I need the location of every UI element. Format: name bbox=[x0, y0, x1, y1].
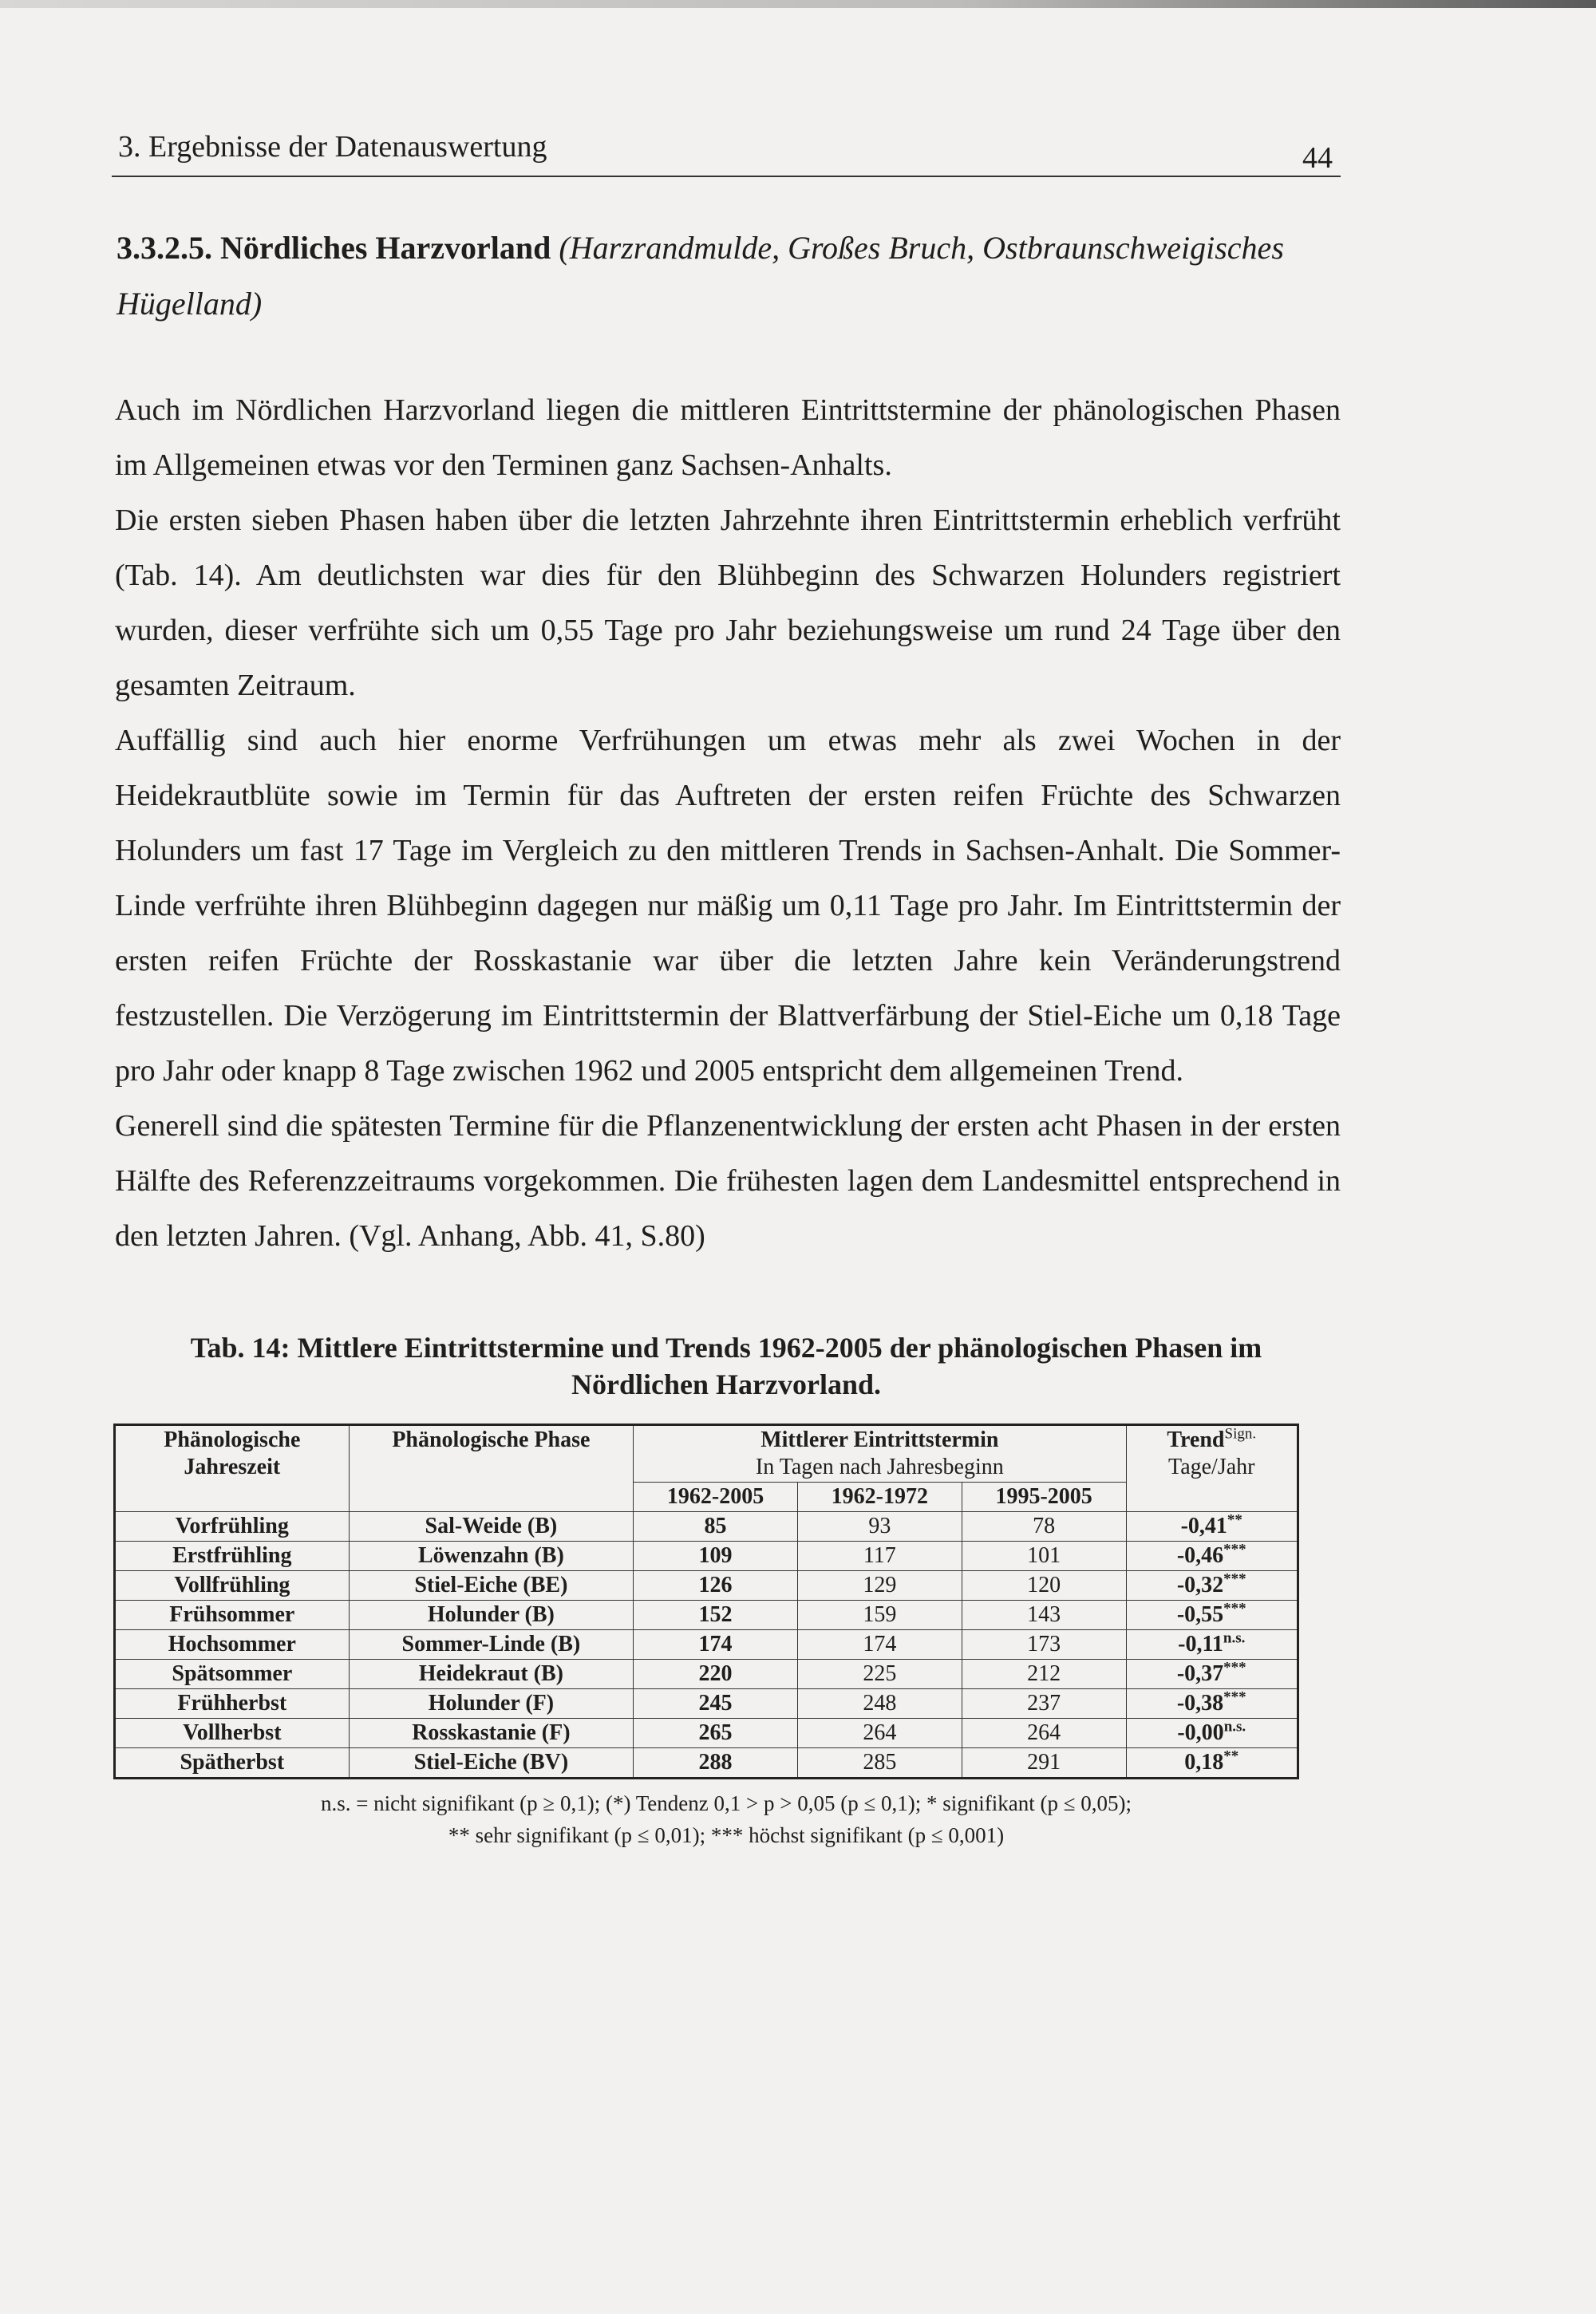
table-note: n.s. = nicht signifikant (p ≥ 0,1); (*) Tendenz 0,1 > p > 0,05 (p ≤ 0,1); * signifikant (p ≤ 0,05); bbox=[320, 1791, 1132, 1815]
cell-phase: Sommer-Linde (B) bbox=[349, 1630, 634, 1660]
page-number: 44 bbox=[1302, 141, 1333, 175]
cell-mean-1962-1972: 117 bbox=[797, 1542, 962, 1571]
table-row bbox=[115, 1748, 1298, 1779]
trend-significance: *** bbox=[1223, 1688, 1246, 1706]
table-row bbox=[115, 1571, 1298, 1601]
trend-significance: ** bbox=[1223, 1747, 1239, 1765]
cell-mean-1995-2005: 101 bbox=[962, 1542, 1126, 1571]
cell-mean-1962-2005: 109 bbox=[634, 1542, 798, 1571]
cell-mean-1962-1972: 225 bbox=[797, 1660, 962, 1689]
header-period-3: 1995-2005 bbox=[962, 1483, 1126, 1512]
table-row bbox=[115, 1689, 1298, 1719]
phenology-table bbox=[113, 1424, 1299, 1779]
cell-season: Frühherbst bbox=[115, 1689, 350, 1719]
cell-mean-1962-2005: 245 bbox=[634, 1689, 798, 1719]
section-heading bbox=[112, 220, 1341, 332]
header-mean-subtitle: In Tagen nach Jahresbeginn bbox=[755, 1455, 1004, 1479]
table-row bbox=[115, 1660, 1298, 1689]
scan-edge bbox=[0, 0, 1596, 8]
table-notes bbox=[112, 1787, 1341, 1851]
cell-phase: Holunder (F) bbox=[349, 1689, 634, 1719]
paragraph: Auch im Nördlichen Harzvorland liegen die mittleren Eintrittstermine der phänologischen Phasen im Allgemeinen etwas vor den Terminen ganz Sachsen-Anhalts. bbox=[115, 393, 1341, 482]
table-row bbox=[115, 1601, 1298, 1630]
cell-season: Spätsommer bbox=[115, 1660, 350, 1689]
cell-phase: Stiel-Eiche (BE) bbox=[349, 1571, 634, 1601]
cell-mean-1962-1972: 174 bbox=[797, 1630, 962, 1660]
trend-value: -0,55 bbox=[1176, 1602, 1224, 1627]
cell-mean-1995-2005: 120 bbox=[962, 1571, 1126, 1601]
trend-value: 0,18 bbox=[1184, 1750, 1224, 1775]
cell-trend bbox=[1126, 1542, 1298, 1571]
cell-mean-1962-2005: 152 bbox=[634, 1601, 798, 1630]
cell-mean-1995-2005: 78 bbox=[962, 1512, 1126, 1542]
trend-significance: *** bbox=[1223, 1659, 1246, 1676]
trend-significance: *** bbox=[1223, 1600, 1246, 1617]
cell-trend bbox=[1126, 1601, 1298, 1630]
cell-phase: Holunder (B) bbox=[349, 1601, 634, 1630]
table-row bbox=[115, 1542, 1298, 1571]
cell-trend bbox=[1126, 1512, 1298, 1542]
cell-mean-1995-2005: 173 bbox=[962, 1630, 1126, 1660]
trend-value: -0,41 bbox=[1180, 1514, 1227, 1538]
cell-trend bbox=[1126, 1630, 1298, 1660]
table-note: ** sehr signifikant (p ≤ 0,01); *** höchst signifikant (p ≤ 0,001) bbox=[448, 1823, 1005, 1847]
trend-value: -0,38 bbox=[1176, 1691, 1224, 1716]
trend-significance: n.s. bbox=[1223, 1718, 1246, 1736]
cell-trend bbox=[1126, 1719, 1298, 1748]
table-row bbox=[115, 1630, 1298, 1660]
cell-mean-1962-1972: 129 bbox=[797, 1571, 962, 1601]
trend-value: -0,37 bbox=[1176, 1661, 1224, 1686]
cell-mean-1962-2005: 85 bbox=[634, 1512, 798, 1542]
section-subtitle: (Harzrandmulde, Großes Bruch, Ostbraunschweigisches Hügelland) bbox=[117, 230, 1284, 322]
cell-mean-1995-2005: 264 bbox=[962, 1719, 1126, 1748]
paragraph: Auffällig sind auch hier enorme Verfrühungen um etwas mehr als zwei Wochen in der Heidekrautblüte sowie im Termin für das Auftreten der ersten reifen Früchte des Schwarzen Holunders um fast 17 Tage im Vergleich zu den mittleren Trends in Sachsen-Anhalt. Die Sommer-Linde verfrühte ihren Blühbeginn dagegen nur mäßig um 0,11 Tage pro Jahr. Im Eintrittstermin der ersten reifen Früchte der Rosskastanie war über die letzten Jahre kein Veränderungstrend festzustellen. Die Verzögerung im Eintrittstermin der Blattverfärbung der Stiel-Eiche um 0,18 Tage pro Jahr oder knapp 8 Tage zwischen 1962 und 2005 entspricht dem allgemeinen Trend. bbox=[115, 724, 1341, 1088]
header-mean-title: Mittlerer Eintrittstermin bbox=[760, 1427, 999, 1452]
table-row bbox=[115, 1719, 1298, 1748]
cell-phase: Löwenzahn (B) bbox=[349, 1542, 634, 1571]
running-head bbox=[112, 120, 1341, 177]
trend-value: -0,46 bbox=[1176, 1543, 1224, 1568]
cell-trend bbox=[1126, 1571, 1298, 1601]
cell-phase: Sal-Weide (B) bbox=[349, 1512, 634, 1542]
cell-season: Hochsommer bbox=[115, 1630, 350, 1660]
header-season: Phänologische Jahreszeit bbox=[115, 1425, 350, 1512]
cell-mean-1962-1972: 93 bbox=[797, 1512, 962, 1542]
header-period-2: 1962-1972 bbox=[797, 1483, 962, 1512]
table-row bbox=[115, 1512, 1298, 1542]
header-phase: Phänologische Phase bbox=[349, 1425, 634, 1512]
cell-mean-1995-2005: 143 bbox=[962, 1601, 1126, 1630]
cell-mean-1995-2005: 291 bbox=[962, 1748, 1126, 1779]
paragraph: Die ersten sieben Phasen haben über die letzten Jahrzehnte ihren Eintrittstermin erheblich verfrüht (Tab. 14). Am deutlichsten war dies für den Blühbeginn des Schwarzen Holunders registriert wurden, dieser verfrühte sich um 0,55 Tage pro Jahr beziehungsweise um rund 24 Tage über den gesamten Zeitraum. bbox=[115, 503, 1341, 702]
cell-trend bbox=[1126, 1689, 1298, 1719]
cell-mean-1995-2005: 237 bbox=[962, 1689, 1126, 1719]
table-wrapper bbox=[112, 1424, 1341, 1779]
cell-mean-1962-2005: 220 bbox=[634, 1660, 798, 1689]
trend-significance: ** bbox=[1227, 1511, 1242, 1529]
cell-mean-1962-1972: 159 bbox=[797, 1601, 962, 1630]
cell-mean-1962-2005: 265 bbox=[634, 1719, 798, 1748]
paragraph: Generell sind die spätesten Termine für die Pflanzenentwicklung der ersten acht Phasen in der ersten Hälfte des Referenzzeitraums vorgekommen. Die frühesten lagen dem Landesmittel entsprechend in den letzten Jahren. (Vgl. Anhang, Abb. 41, S.80) bbox=[115, 1109, 1341, 1253]
trend-value: -0,00 bbox=[1177, 1720, 1224, 1745]
header-trend-label: Trend bbox=[1167, 1427, 1225, 1452]
cell-mean-1962-1972: 264 bbox=[797, 1719, 962, 1748]
trend-significance: *** bbox=[1223, 1570, 1246, 1588]
cell-season: Frühsommer bbox=[115, 1601, 350, 1630]
cell-mean-1962-2005: 288 bbox=[634, 1748, 798, 1779]
header-trend bbox=[1126, 1425, 1298, 1512]
cell-mean-1962-2005: 126 bbox=[634, 1571, 798, 1601]
header-mean-group bbox=[634, 1425, 1126, 1483]
trend-value: -0,11 bbox=[1178, 1632, 1223, 1657]
cell-season: Vollfrühling bbox=[115, 1571, 350, 1601]
header-trend-sup: Sign. bbox=[1224, 1425, 1257, 1443]
trend-significance: n.s. bbox=[1223, 1629, 1246, 1647]
body-text bbox=[112, 383, 1341, 1264]
header-period-1: 1962-2005 bbox=[634, 1483, 798, 1512]
cell-season: Vorfrühling bbox=[115, 1512, 350, 1542]
cell-mean-1962-1972: 285 bbox=[797, 1748, 962, 1779]
page bbox=[112, 120, 1341, 1851]
section-title: 3.3.2.5. Nördliches Harzvorland bbox=[117, 230, 551, 266]
cell-phase: Rosskastanie (F) bbox=[349, 1719, 634, 1748]
table-caption: Tab. 14: Mittlere Eintrittstermine und Trends 1962-2005 der phänologischen Phasen im Nördlichen Harzvorland. bbox=[190, 1332, 1262, 1400]
cell-season: Erstfrühling bbox=[115, 1542, 350, 1571]
trend-significance: *** bbox=[1223, 1541, 1246, 1558]
cell-trend bbox=[1126, 1748, 1298, 1779]
cell-mean-1962-2005: 174 bbox=[634, 1630, 798, 1660]
cell-season: Vollherbst bbox=[115, 1719, 350, 1748]
cell-season: Spätherbst bbox=[115, 1748, 350, 1779]
cell-phase: Heidekraut (B) bbox=[349, 1660, 634, 1689]
trend-value: -0,32 bbox=[1176, 1573, 1224, 1597]
chapter-title: 3. Ergebnisse der Datenauswertung bbox=[118, 130, 547, 164]
cell-mean-1995-2005: 212 bbox=[962, 1660, 1126, 1689]
cell-phase: Stiel-Eiche (BV) bbox=[349, 1748, 634, 1779]
header-trend-unit: Tage/Jahr bbox=[1168, 1455, 1255, 1479]
cell-trend bbox=[1126, 1660, 1298, 1689]
cell-mean-1962-1972: 248 bbox=[797, 1689, 962, 1719]
